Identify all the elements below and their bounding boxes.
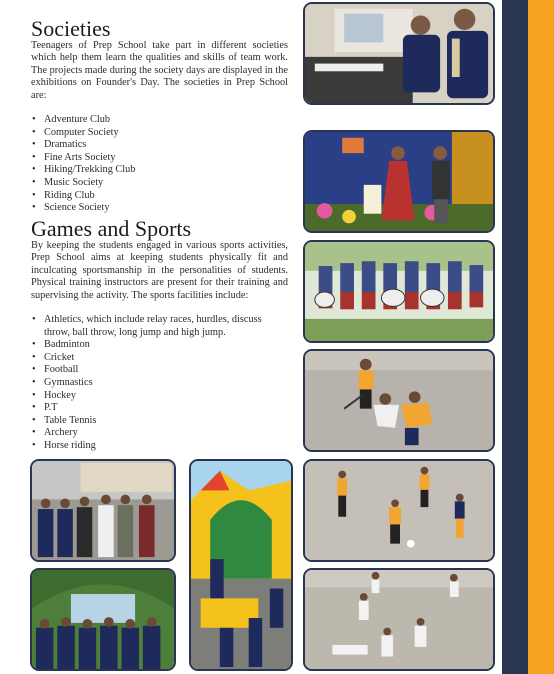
sports-list [31, 314, 288, 453]
societies-list [31, 114, 291, 215]
students-garden-photo [30, 568, 176, 671]
societies-list-item: • Dramatics [31, 139, 291, 152]
societies-list-item: • Music Society [31, 177, 291, 190]
music-society-photo [303, 2, 495, 105]
navy-side-stripe [502, 0, 528, 674]
pipe-band-photo [303, 240, 495, 343]
sports-list-item: • Cricket [31, 352, 288, 365]
sports-list-item: • Table Tennis [31, 415, 288, 428]
guests-photo [30, 459, 176, 562]
societies-intro: Teenagers of Prep School take part in different societies which help them learn the qualities and skills of team work. The projects made during the society days are displayed in the exhibitions on Founder's Day. The societies in Prep School are: [31, 40, 288, 101]
societies-list-item: • Adventure Club [31, 114, 291, 127]
bouncy-castle-photo [189, 459, 293, 671]
sports-list-item: • Football [31, 364, 288, 377]
societies-list-item: • Computer Society [31, 127, 291, 140]
sports-list-item: • Athletics, which include relay races, hurdles, discuss throw, ball throw, long jump and high jump. [31, 314, 288, 339]
hockey-photo [303, 349, 495, 452]
sports-list-item: • Badminton [31, 339, 288, 352]
sports-heading: Games and Sports [31, 216, 192, 241]
societies-heading: Societies [31, 16, 111, 41]
societies-list-item: • Riding Club [31, 190, 291, 203]
orange-side-stripe [528, 0, 554, 674]
sports-list-item: • Archery [31, 427, 288, 440]
societies-list-item: • Science Society [31, 202, 291, 215]
sports-intro: By keeping the students engaged in various sports activities, Prep School aims at keeping students physically fit and inculcating sportsmanship in the personalities of students. Physical training instructors are present for their training and supervising the activity. The sports facilities include: [31, 240, 288, 301]
dramatics-photo [303, 130, 495, 233]
sports-list-item: • Gymnastics [31, 377, 288, 390]
cricket-photo [303, 568, 495, 671]
societies-list-item: • Hiking/Trekking Club [31, 164, 291, 177]
football-photo [303, 459, 495, 562]
sports-list-item: • Hockey [31, 390, 288, 403]
sports-list-item: • Horse riding [31, 440, 288, 453]
societies-list-item: • Fine Arts Society [31, 152, 291, 165]
sports-list-item: • P.T [31, 402, 288, 415]
